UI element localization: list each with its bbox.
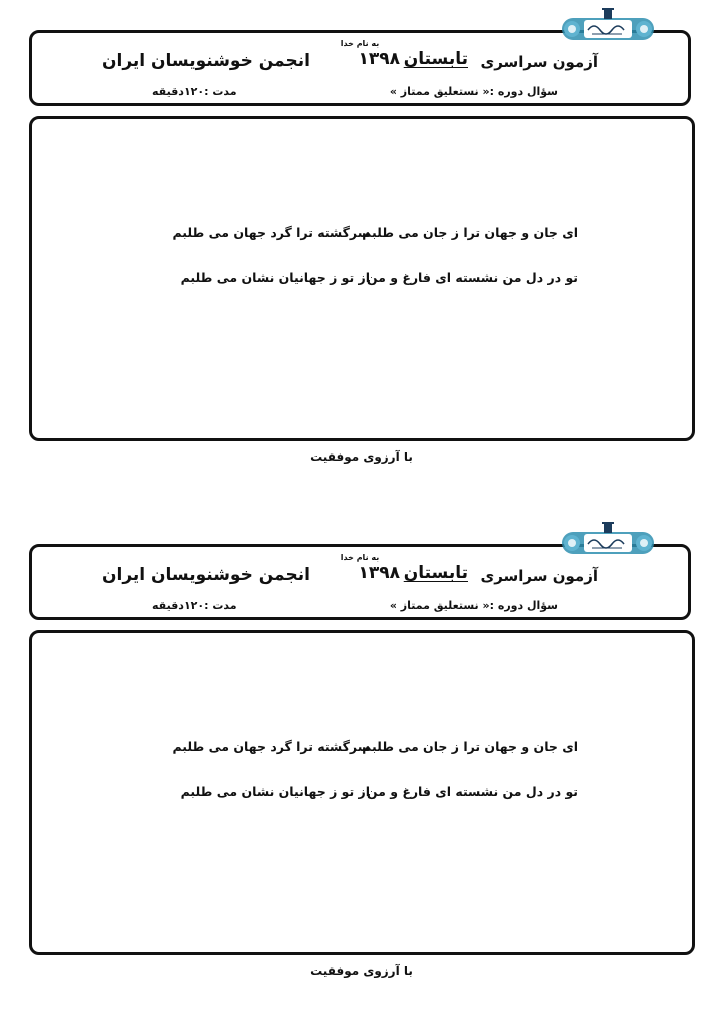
verse-line-1-right: ای جان و جهان ترا ز جان می طلبم (362, 225, 578, 240)
exam-duration: مدت :۱۲۰دقیقه (152, 599, 237, 612)
verse-line-2-right: تو در دل من نشسته ای فارغ و من (366, 784, 578, 799)
question-course: سؤال دوره :« نستعلیق ممتاز » (389, 85, 558, 98)
verse-line-1-right: ای جان و جهان ترا ز جان می طلبم (362, 739, 578, 754)
verse-line-2-left: از تو ز جهانیان نشان می طلبم (180, 270, 370, 285)
verse-line-1-left: سرگشته ترا گرد جهان می طلبم (172, 225, 370, 240)
exam-year: ۱۳۹۸ (358, 563, 400, 583)
exam-title: آزمون سراسری (480, 567, 598, 585)
organization-name: انجمن خوشنویسان ایران (102, 51, 310, 71)
exam-season: تابستان (403, 49, 468, 69)
verse-line-2-right: تو در دل من نشسته ای فارغ و من (366, 270, 578, 285)
bismillah-text: به نام خدا (340, 553, 380, 562)
exam-duration: مدت :۱۲۰دقیقه (152, 85, 237, 98)
exam-year: ۱۳۹۸ (358, 49, 400, 69)
organization-name: انجمن خوشنویسان ایران (102, 565, 310, 585)
poem-box (29, 630, 695, 955)
exam-season: تابستان (403, 563, 468, 583)
association-emblem-icon (560, 522, 656, 560)
poem-box (29, 116, 695, 441)
bismillah-text: به نام خدا (340, 39, 380, 48)
good-luck-text: با آرزوی موفقیت (310, 450, 413, 464)
exam-title: آزمون سراسری (480, 53, 598, 71)
question-course: سؤال دوره :« نستعلیق ممتاز » (389, 599, 558, 612)
good-luck-text: با آرزوی موفقیت (310, 964, 413, 978)
verse-line-1-left: سرگشته ترا گرد جهان می طلبم (172, 739, 370, 754)
association-emblem-icon (560, 8, 656, 46)
exam-sheet-2 (0, 514, 723, 1026)
verse-line-2-left: از تو ز جهانیان نشان می طلبم (180, 784, 370, 799)
exam-sheet-1 (0, 0, 723, 512)
